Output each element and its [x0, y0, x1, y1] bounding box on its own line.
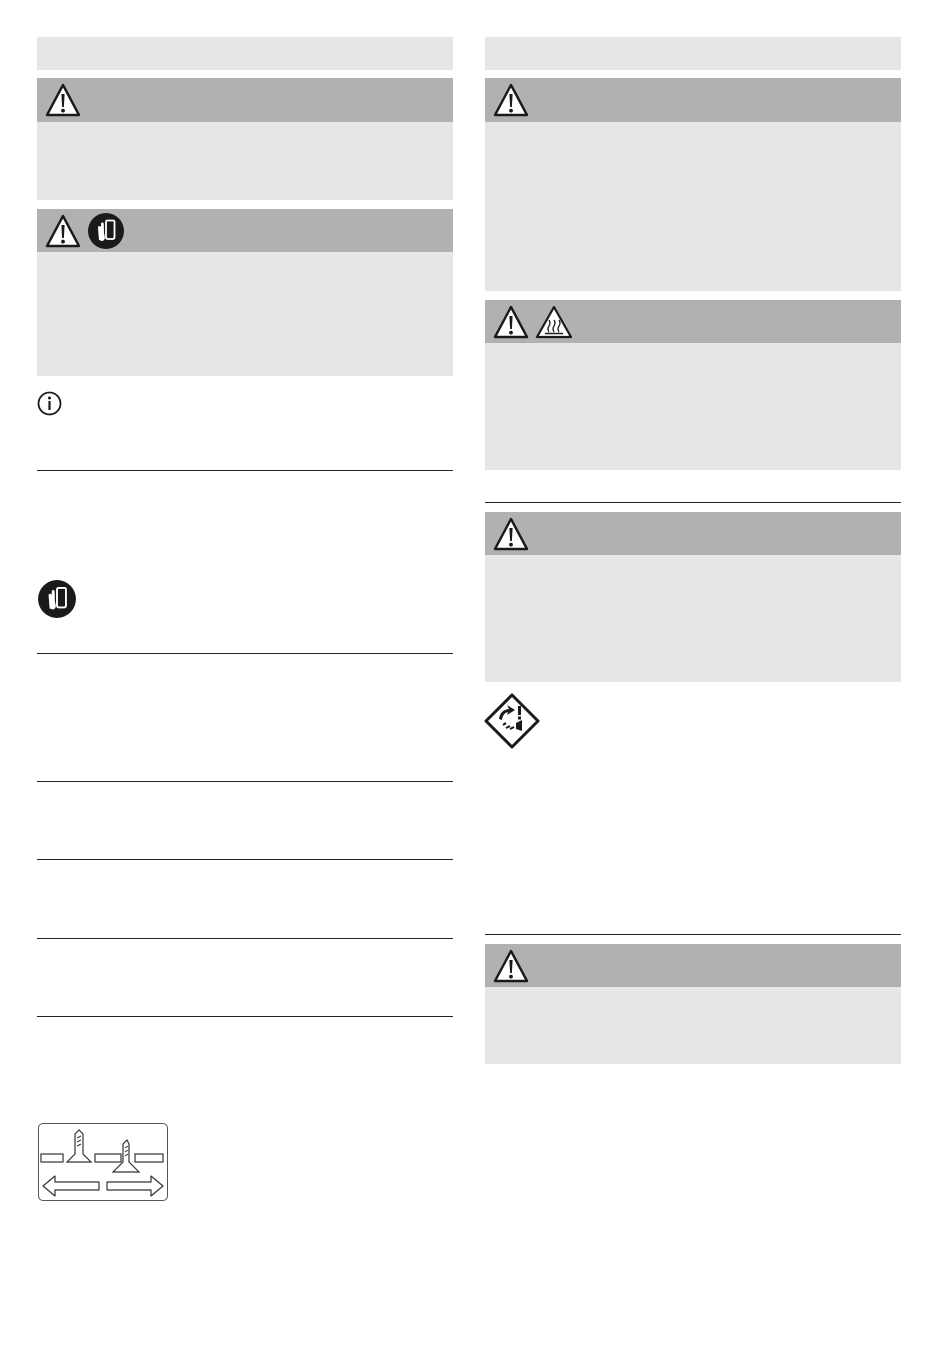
left-divider-5 [37, 938, 453, 939]
left-warning-2-body [37, 252, 453, 376]
right-header-band [485, 37, 901, 70]
left-divider-4 [37, 859, 453, 860]
hot-surface-icon [535, 305, 573, 339]
right-warning-1-body [485, 122, 901, 291]
right-warning-4-body [485, 987, 901, 1064]
kickback-icon [484, 693, 540, 749]
right-warning-3-header [485, 512, 901, 555]
right-warning-2-header [485, 300, 901, 343]
warning-triangle-icon [493, 517, 529, 551]
warning-triangle-icon [45, 83, 81, 117]
left-divider-2 [37, 653, 453, 654]
warning-triangle-icon [493, 949, 529, 983]
gloves-icon [87, 212, 125, 250]
gloves-icon [37, 579, 77, 619]
left-warning-1-header [37, 78, 453, 122]
right-divider-2 [485, 934, 901, 935]
blade-orientation-icon [38, 1123, 168, 1201]
left-warning-2-header [37, 209, 453, 252]
warning-triangle-icon [45, 214, 81, 248]
left-header-band [37, 37, 453, 70]
right-warning-3-body [485, 555, 901, 682]
left-warning-1-body [37, 122, 453, 200]
right-divider-1 [485, 502, 901, 503]
right-warning-4-header [485, 944, 901, 987]
warning-triangle-icon [493, 305, 529, 339]
right-warning-1-header [485, 78, 901, 122]
right-warning-2-body [485, 343, 901, 470]
left-divider-6 [37, 1016, 453, 1017]
left-divider-3 [37, 781, 453, 782]
left-divider-1 [37, 470, 453, 471]
warning-triangle-icon [493, 83, 529, 117]
info-icon [37, 391, 62, 416]
